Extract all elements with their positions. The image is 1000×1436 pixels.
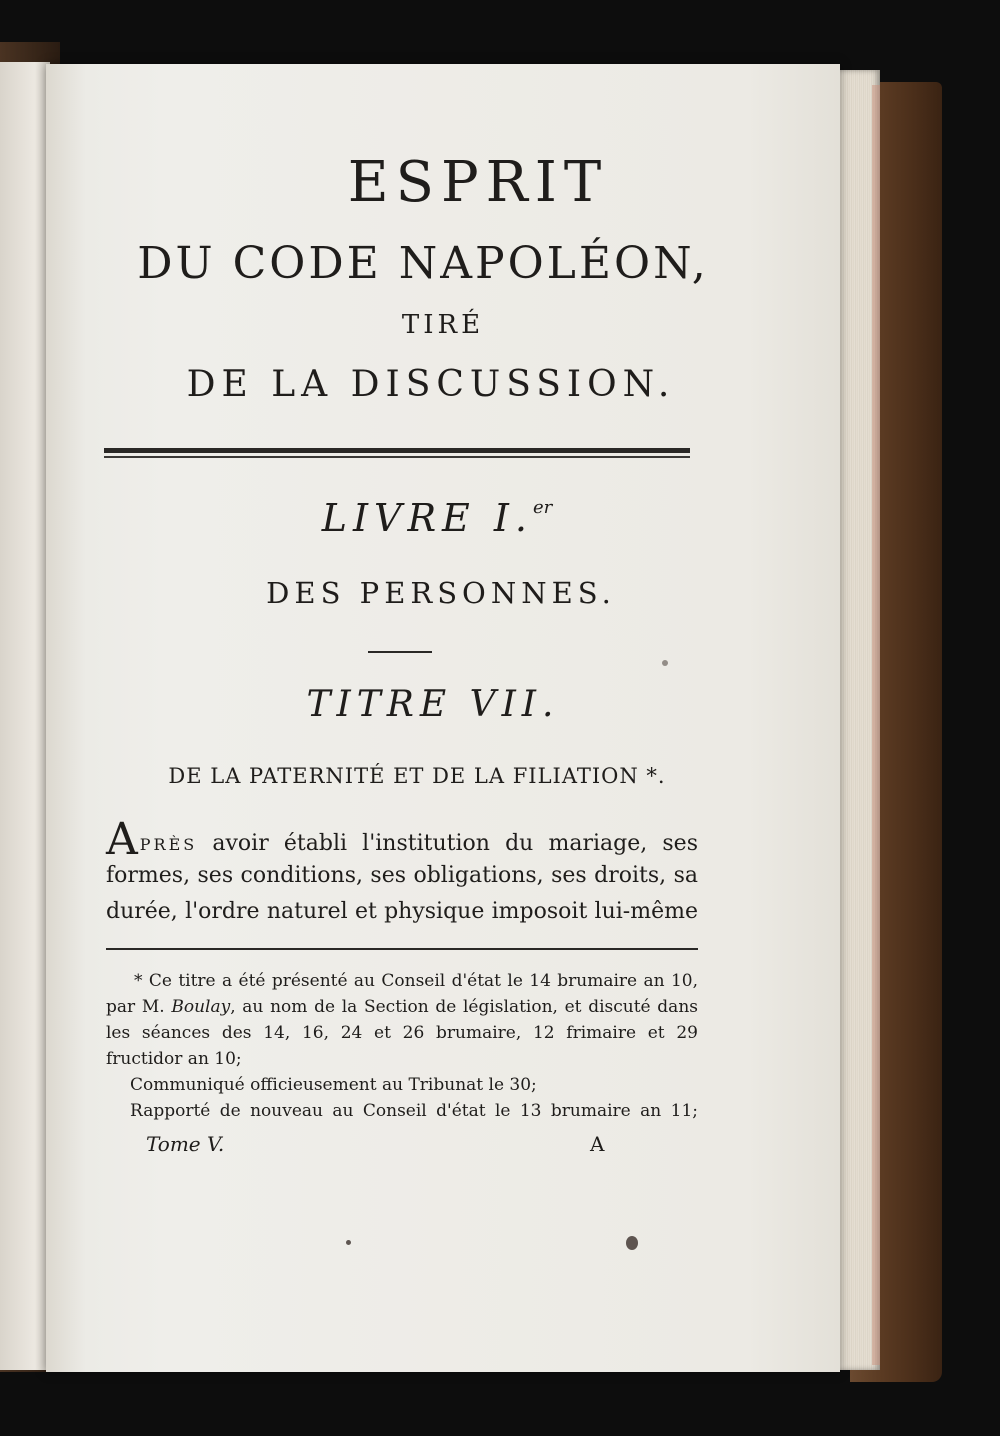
double-rule-top — [104, 448, 690, 453]
title-code-napoleon: DU CODE NAPOLÉON, — [137, 238, 709, 289]
body-line-1 — [106, 814, 698, 865]
livre-main: LIVRE I. — [321, 496, 533, 540]
title-tire: TIRÉ — [401, 310, 485, 340]
footnote-line-2 — [106, 994, 698, 1020]
title-page — [46, 64, 840, 1372]
page-edges-tint — [872, 85, 880, 1365]
footnote-line-6: Rapporté de nouveau au Conseil d'état le 13 brumaire an 11; — [130, 1101, 698, 1121]
signature-tome: Tome V. — [146, 1132, 225, 1156]
drop-cap: A — [106, 814, 138, 865]
title-discussion: DE LA DISCUSSION. — [186, 364, 676, 405]
body-line-1-rest: avoir établi l'institution du mariage, ses — [197, 831, 698, 856]
title-esprit: ESPRIT — [347, 150, 609, 215]
ink-spot — [626, 1236, 638, 1250]
small-caps-word: PRÈS — [139, 835, 198, 854]
titre-heading: TITRE VII. — [306, 684, 560, 725]
footnote-line-5: Communiqué officieusement au Tribunat le 30; — [130, 1075, 537, 1095]
footnote-l2-pre: par M. — [106, 997, 172, 1017]
footnote-line-1: * Ce titre a été présenté au Conseil d'état le 14 brumaire an 10, — [134, 971, 698, 991]
body-paragraph — [106, 814, 698, 930]
footnote-l2-post: , au nom de la Section de législation, et discuté dans — [230, 997, 698, 1017]
footnote-line-3: les séances des 14, 16, 24 et 26 brumaire, 12 frimaire et 29 — [106, 1023, 698, 1043]
livre-heading — [40, 496, 834, 540]
ink-speck-2 — [662, 660, 668, 666]
body-line-3: durée, l'ordre naturel et physique imposoit lui-même — [106, 899, 698, 924]
footnote-line-4: fructidor an 10; — [106, 1049, 242, 1069]
footnote-name-boulay: Boulay — [171, 997, 231, 1017]
ink-speck — [346, 1240, 351, 1245]
footnote — [106, 968, 698, 1124]
chapter-subtitle: DE LA PATERNITÉ ET DE LA FILIATION *. — [168, 764, 666, 788]
short-rule — [368, 651, 432, 653]
signature-letter: A — [590, 1132, 605, 1156]
footnote-rule — [106, 948, 698, 950]
body-line-2: formes, ses conditions, ses obligations, ses droits, sa — [106, 863, 698, 888]
personnes-heading: DES PERSONNES. — [266, 576, 616, 610]
livre-sup: er — [532, 497, 553, 518]
double-rule-bottom — [104, 456, 690, 458]
